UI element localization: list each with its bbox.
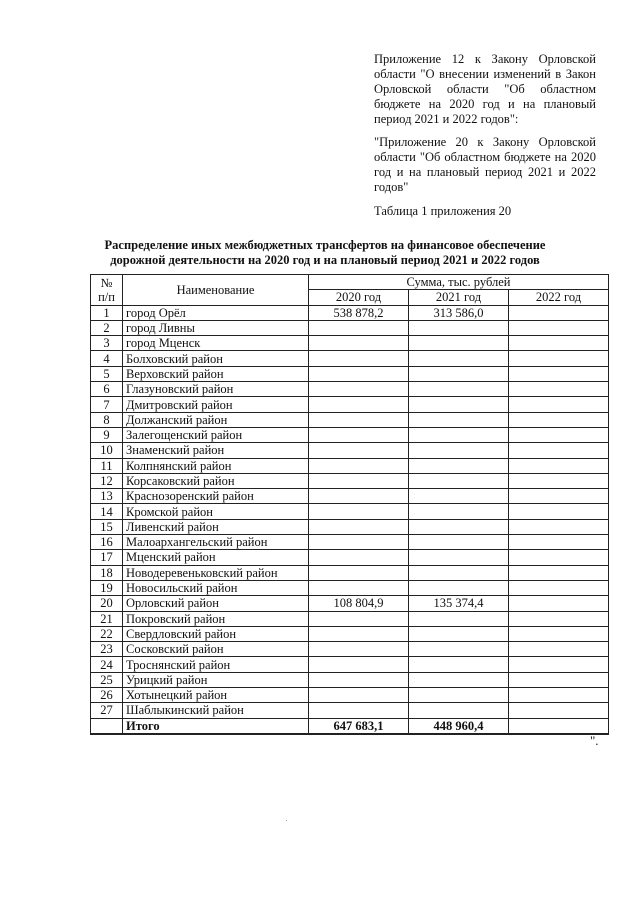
- row-number: 14: [91, 504, 123, 519]
- table-row: [91, 611, 609, 626]
- row-value-2022: [509, 443, 609, 458]
- row-name: Знаменский район: [123, 443, 309, 458]
- row-value-2022: [509, 657, 609, 672]
- row-name: Мценский район: [123, 550, 309, 565]
- row-value-2021: [409, 550, 509, 565]
- appendix-para-2: "Приложение 20 к Закону Орловской области "Об областном бюджете на 2020 год и на плановый период 2021 и 2022 годов": [374, 135, 596, 194]
- table-row: [91, 703, 609, 718]
- header-year-2020: 2020 год: [309, 290, 409, 305]
- row-value-2021: [409, 397, 509, 412]
- row-name: Краснозоренский район: [123, 489, 309, 504]
- row-value-2020: [309, 382, 409, 397]
- table-row: [91, 443, 609, 458]
- row-value-2020: [309, 703, 409, 718]
- row-value-2022: [509, 580, 609, 595]
- row-value-2020: [309, 550, 409, 565]
- row-name: город Ливны: [123, 320, 309, 335]
- row-value-2020: [309, 672, 409, 687]
- header-number: [91, 275, 123, 306]
- document-title-line-2: дорожной деятельности на 2020 год и на плановый период 2021 и 2022 годов: [110, 253, 540, 267]
- row-number: 19: [91, 580, 123, 595]
- table-row: [91, 565, 609, 580]
- appendix-header: [374, 52, 596, 219]
- table-row: [91, 366, 609, 381]
- row-number: 25: [91, 672, 123, 687]
- appendix-para-1: Приложение 12 к Закону Орловской области "О внесении изменений в Закон Орловской области "Об областном бюджете на 2020 год и на плановый период 2021 и 2022 годов":: [374, 52, 596, 126]
- row-name: Кромской район: [123, 504, 309, 519]
- row-value-2022: [509, 504, 609, 519]
- row-value-2021: [409, 351, 509, 366]
- row-number: 2: [91, 320, 123, 335]
- row-value-2022: [509, 642, 609, 657]
- row-value-2020: [309, 519, 409, 534]
- row-value-2022: [509, 550, 609, 565]
- total-number-cell: [91, 718, 123, 734]
- table-row: [91, 642, 609, 657]
- row-name: Хотынецкий район: [123, 688, 309, 703]
- row-name: Свердловский район: [123, 626, 309, 641]
- row-value-2022: [509, 382, 609, 397]
- row-value-2020: [309, 504, 409, 519]
- row-value-2022: [509, 412, 609, 427]
- row-number: 20: [91, 596, 123, 611]
- header-sum: Сумма, тыс. рублей: [309, 275, 609, 290]
- row-value-2020: [309, 489, 409, 504]
- row-value-2021: 135 374,4: [409, 596, 509, 611]
- row-value-2021: [409, 458, 509, 473]
- row-value-2020: [309, 626, 409, 641]
- table-row: [91, 427, 609, 442]
- row-value-2020: [309, 351, 409, 366]
- table-row: [91, 351, 609, 366]
- row-value-2021: [409, 489, 509, 504]
- row-value-2021: [409, 519, 509, 534]
- row-value-2021: [409, 473, 509, 488]
- total-2022: [509, 718, 609, 734]
- table-row: [91, 688, 609, 703]
- row-number: 8: [91, 412, 123, 427]
- row-number: 6: [91, 382, 123, 397]
- row-number: 1: [91, 305, 123, 320]
- row-name: город Орёл: [123, 305, 309, 320]
- row-value-2022: [509, 703, 609, 718]
- row-number: 7: [91, 397, 123, 412]
- row-name: Сосковский район: [123, 642, 309, 657]
- row-name: город Мценск: [123, 336, 309, 351]
- row-number: 15: [91, 519, 123, 534]
- row-value-2022: [509, 688, 609, 703]
- row-number: 24: [91, 657, 123, 672]
- row-value-2020: [309, 412, 409, 427]
- row-name: Глазуновский район: [123, 382, 309, 397]
- table-row: [91, 473, 609, 488]
- row-value-2020: 538 878,2: [309, 305, 409, 320]
- row-value-2022: [509, 320, 609, 335]
- row-value-2020: [309, 458, 409, 473]
- table-row: [91, 412, 609, 427]
- row-value-2021: [409, 580, 509, 595]
- row-number: 23: [91, 642, 123, 657]
- table-row: [91, 382, 609, 397]
- table-row: [91, 672, 609, 687]
- row-name: Троснянский район: [123, 657, 309, 672]
- row-name: Новодеревеньковский район: [123, 565, 309, 580]
- table-row: [91, 489, 609, 504]
- row-name: Новосильский район: [123, 580, 309, 595]
- row-value-2022: [509, 611, 609, 626]
- row-name: Верховский район: [123, 366, 309, 381]
- row-value-2020: [309, 688, 409, 703]
- row-name: Малоархангельский район: [123, 535, 309, 550]
- table-row: [91, 626, 609, 641]
- table-row: [91, 550, 609, 565]
- row-name: Колпнянский район: [123, 458, 309, 473]
- row-value-2022: [509, 397, 609, 412]
- row-value-2022: [509, 336, 609, 351]
- row-value-2021: [409, 366, 509, 381]
- table-body: [91, 305, 609, 718]
- table-row: [91, 580, 609, 595]
- table-row: [91, 305, 609, 320]
- row-value-2020: [309, 535, 409, 550]
- row-number: 18: [91, 565, 123, 580]
- table-reference: Таблица 1 приложения 20: [374, 204, 512, 218]
- row-value-2022: [509, 489, 609, 504]
- header-year-2022: 2022 год: [509, 290, 609, 305]
- row-value-2021: [409, 688, 509, 703]
- row-number: 16: [91, 535, 123, 550]
- row-value-2021: [409, 626, 509, 641]
- row-value-2020: [309, 657, 409, 672]
- row-value-2020: [309, 336, 409, 351]
- total-2021: 448 960,4: [409, 718, 509, 734]
- row-value-2020: [309, 565, 409, 580]
- row-value-2022: [509, 427, 609, 442]
- row-number: 26: [91, 688, 123, 703]
- row-value-2020: [309, 320, 409, 335]
- row-value-2020: [309, 473, 409, 488]
- row-value-2022: [509, 672, 609, 687]
- row-value-2022: [509, 596, 609, 611]
- document-title-line-1: Распределение иных межбюджетных трансфертов на финансовое обеспечение: [104, 238, 546, 252]
- transfers-table: [90, 274, 609, 735]
- row-value-2022: [509, 535, 609, 550]
- row-value-2022: [509, 519, 609, 534]
- row-value-2021: [409, 535, 509, 550]
- row-value-2020: [309, 427, 409, 442]
- table-row: [91, 397, 609, 412]
- row-value-2020: [309, 611, 409, 626]
- row-name: Ливенский район: [123, 519, 309, 534]
- header-number-symbol: №: [100, 275, 113, 290]
- row-value-2021: 313 586,0: [409, 305, 509, 320]
- row-value-2021: [409, 672, 509, 687]
- row-value-2021: [409, 657, 509, 672]
- row-value-2022: [509, 565, 609, 580]
- row-name: Покровский район: [123, 611, 309, 626]
- table-row: [91, 320, 609, 335]
- row-value-2022: [509, 351, 609, 366]
- row-value-2021: [409, 611, 509, 626]
- row-value-2020: [309, 580, 409, 595]
- row-number: 11: [91, 458, 123, 473]
- row-value-2022: [509, 458, 609, 473]
- row-number: 3: [91, 336, 123, 351]
- row-value-2022: [509, 305, 609, 320]
- row-value-2021: [409, 412, 509, 427]
- row-value-2022: [509, 626, 609, 641]
- row-name: Урицкий район: [123, 672, 309, 687]
- row-number: 21: [91, 611, 123, 626]
- row-value-2022: [509, 366, 609, 381]
- row-name: Орловский район: [123, 596, 309, 611]
- row-number: 13: [91, 489, 123, 504]
- row-value-2020: 108 804,9: [309, 596, 409, 611]
- table-row: [91, 535, 609, 550]
- row-number: 10: [91, 443, 123, 458]
- row-name: Дмитровский район: [123, 397, 309, 412]
- row-value-2021: [409, 320, 509, 335]
- table-row: [91, 596, 609, 611]
- total-2020: 647 683,1: [309, 718, 409, 734]
- row-name: Шаблыкинский район: [123, 703, 309, 718]
- row-number: 4: [91, 351, 123, 366]
- row-number: 9: [91, 427, 123, 442]
- scan-speck: [286, 820, 287, 821]
- row-number: 17: [91, 550, 123, 565]
- row-value-2020: [309, 366, 409, 381]
- row-name: Должанский район: [123, 412, 309, 427]
- row-value-2021: [409, 427, 509, 442]
- row-value-2020: [309, 642, 409, 657]
- row-value-2021: [409, 443, 509, 458]
- row-value-2021: [409, 565, 509, 580]
- table-row: [91, 336, 609, 351]
- document-title: [90, 238, 560, 268]
- row-value-2021: [409, 336, 509, 351]
- table-row: [91, 458, 609, 473]
- row-value-2021: [409, 703, 509, 718]
- row-value-2021: [409, 642, 509, 657]
- header-number-abbr: п/п: [98, 289, 115, 304]
- header-year-2021: 2021 год: [409, 290, 509, 305]
- row-value-2020: [309, 397, 409, 412]
- table-row: [91, 504, 609, 519]
- table-row: [91, 657, 609, 672]
- closing-quote: ".: [590, 733, 599, 748]
- row-value-2021: [409, 382, 509, 397]
- row-value-2021: [409, 504, 509, 519]
- row-name: Залегощенский район: [123, 427, 309, 442]
- row-number: 5: [91, 366, 123, 381]
- row-number: 12: [91, 473, 123, 488]
- row-name: Корсаковский район: [123, 473, 309, 488]
- row-name: Болховский район: [123, 351, 309, 366]
- total-row: [91, 718, 609, 734]
- total-label: Итого: [123, 718, 309, 734]
- table-row: [91, 519, 609, 534]
- row-value-2020: [309, 443, 409, 458]
- row-value-2022: [509, 473, 609, 488]
- header-name: Наименование: [123, 275, 309, 306]
- row-number: 22: [91, 626, 123, 641]
- row-number: 27: [91, 703, 123, 718]
